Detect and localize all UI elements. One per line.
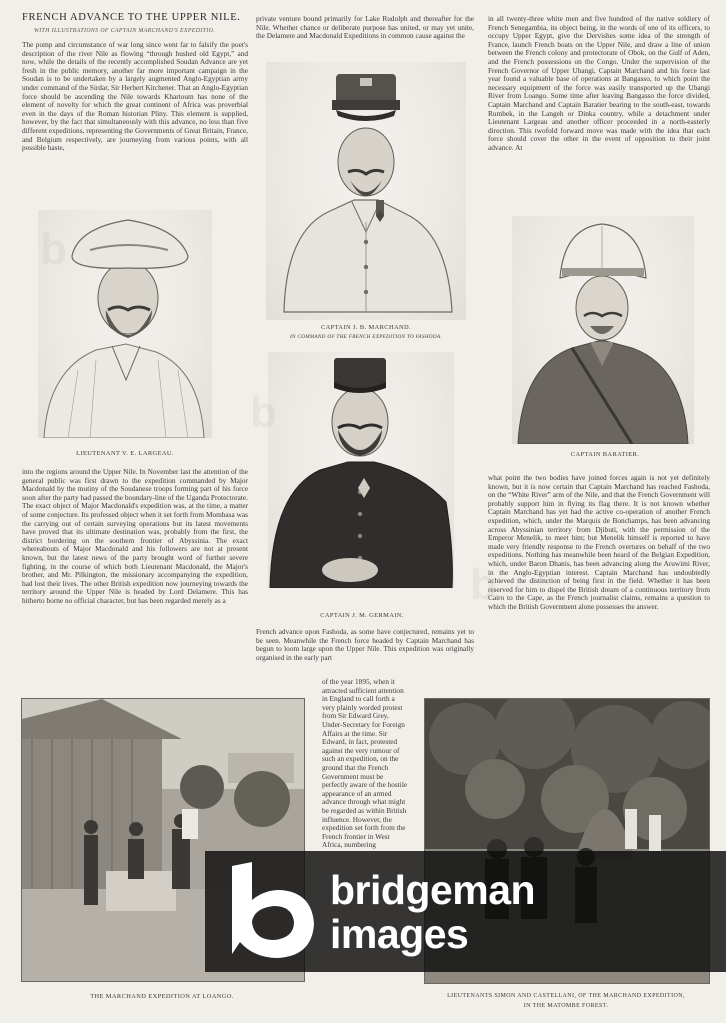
portrait-germain (268, 352, 454, 588)
column-right-middle: what point the two bodies have joined forces again is not yet definitely known, but it is now certain that Captain Marchand has reached Fashoda, on the “White River” arm of the Nile, and that the French Government will probably support him in flying its flag there. It is not known whether Captain Marchand has yet had the active co-operation of another French expedition, which, under the Marquis de Bonchamps, has been advancing across Abyssinian territory from Djibuti, with the permission of the Emperor Menelik, to meet him; but Menelik himself is reported to have made very friendly response to the French overtures on behalf of the two expeditions. Nothing has meanwhile been heard of the Belgian Expedition, which, under Baron Dhanis, has been advancing along the Aruwimi River, in the Anglo-Egyptian interest. Captain Marchand has undoubtedly achieved the distinction of being first in the field. Whether it has been reserved for him to dispel the British dream of a continuous territory from Cairo to the Cape, as the French journalist claims, remains a question to which the British Government alone possesses the answer. (488, 474, 710, 611)
article-subtitle: WITH ILLUSTRATIONS OF CAPTAIN MARCHAND'S EXPEDITIO. (34, 28, 216, 34)
caption-forest-line2: IN THE MATOMBE FOREST. (523, 1003, 609, 1009)
portrait-marchand (266, 62, 466, 320)
caption-largeau: LIEUTENANT V. E. LARGEAU. (76, 450, 174, 457)
watermark-brand-line1: bridgeman (330, 867, 536, 913)
column-left-top: The pomp and circumstance of war long since went far to falsify the poet's description of the river Nile as flowing “through hushed old Egypt,” and now, while the details of the recently accomplished Soudan Advance are yet fresh in the public memory, another far more important campaign in the Soudan is to be undertaken by a largely augmented Anglo-Egyptian army under command of the Sirdar, Sir Herbert Kitchener. That an Anglo-Egyptian force should be ascending the Nile towards Khartoum has none of the element of novelty for which the great continent of Africa was proverbial even in the days of the Roman historian Pliny. This element is supplied, however, by the fact that simultaneously with this advance, no less than five different expeditions, representing the Governments of Great Britain, France, and Belgium respectively, are journeying from various points, with all possible haste, (22, 41, 248, 153)
caption-loango: THE MARCHAND EXPEDITION AT LOANGO. (90, 993, 234, 1000)
column-middle-top: private venture bound primarily for Lake Rudolph and thereafter for the Nile. Whether chance or deliberate purpose has united, or may yet unite, the Delamere and Macdonald Expeditions in common cause against the (256, 15, 474, 41)
ghost-watermark: b (40, 225, 67, 274)
column-middle-narrow: of the year 1895, when it attracted sufficient attention in England to call forth a very plainly worded protest from Sir Edward Grey, Under-Secretary for Foreign Affairs at the time. Sir Edward, in fact, protested against the very rumour of such an expedition, on the ground that the French Government must be perfectly aware of the hostile appearance of an armed advance through what might be regarded as within British influence. However, the expedition set forth from the French frontier in West Africa, numbering (322, 678, 408, 850)
article-title: FRENCH ADVANCE TO THE UPPER NILE. (22, 12, 241, 23)
column-middle-middle: French advance upon Fashoda, as some have conjectured, remains yet to be seen. Meanwhile the French force headed by Captain Marchand has begun to loom large upon the Upper Nile. This expedition was originally organised in the early part (256, 628, 474, 662)
ghost-watermark: b (470, 560, 497, 609)
watermark-brand-line2: images (330, 911, 469, 957)
ghost-watermark: b (250, 388, 277, 437)
caption-marchand-sub: IN COMMAND OF THE FRENCH EXPEDITION TO FASHODA. (290, 334, 442, 340)
bridgeman-logo-icon (226, 862, 318, 958)
column-right-top: in all twenty-three white men and five hundred of the native soldiery of French Senegambia, its object being, in the words of one of its officers, to occupy Upper Egypt, give the Dervishes some idea of the strength of France, launch French boats on the Upper Nile, and draw a line of union between the French colony and protectorate of Obok, on the Gulf of Aden, and the French possessions on the Congo. Under the supervision of the French Governor of Upper Ubangi, Captain Marchand and his force last year found a valuable base of operations at Bangasso, to which point the necessary equipment of the force was easily transported up the Ubangi River from Loango. Some time after leaving Bangasso the force divided, Captain Marchand and Captain Baratier bearing to the south-east, towards Rumbek, in the Langeh or Dinka country, while a detachment under Lieutenant Largeau and another officer proceeded in a north-easterly direction. This twofold forward move was made with the idea that each force should cover the other in the event of opposition to their joint advance. At (488, 15, 710, 152)
caption-baratier: CAPTAIN BARATIER. (570, 451, 640, 458)
caption-forest-line1: LIEUTENANTS SIMON AND CASTELLANI, OF THE MARCHAND EXPEDITION, (447, 993, 685, 999)
portrait-baratier (512, 216, 694, 444)
caption-marchand: CAPTAIN J. B. MARCHAND. (321, 324, 411, 331)
caption-germain: CAPTAIN J. M. GERMAIN. (320, 612, 404, 619)
column-left-middle: into the regions around the Upper Nile. In November last the attention of the general public was first drawn to the expedition commanded by Major Macdonald by the mutiny of the Soudanese troops forming part of his force soon after the party had passed the boundary-line of the Uganda Protectorate. The exact object of Major Macdonald's expedition was, at the time, a matter of some conjecture. Its professed object when it set forth from Mombasa was the carrying out of certain surveying operations but its latest movements have proved that its ultimate destination was, probably from the first, the district bordering on the southern frontier of Abyssinia. The exact whereabouts of Major Macdonald and his followers are not at present known, but the latest news of the party brought word of further severe fighting, in the course of which both Lieutenant Macdonald, the Major's brother, and Mr. Pilkington, the missionary accompanying the expedition, had lost their lives. The other British expedition now journeying towards the territory around the Upper Nile is headed by Lord Delamere. This has hitherto borne no official character, but has been regarded merely as a (22, 468, 248, 605)
